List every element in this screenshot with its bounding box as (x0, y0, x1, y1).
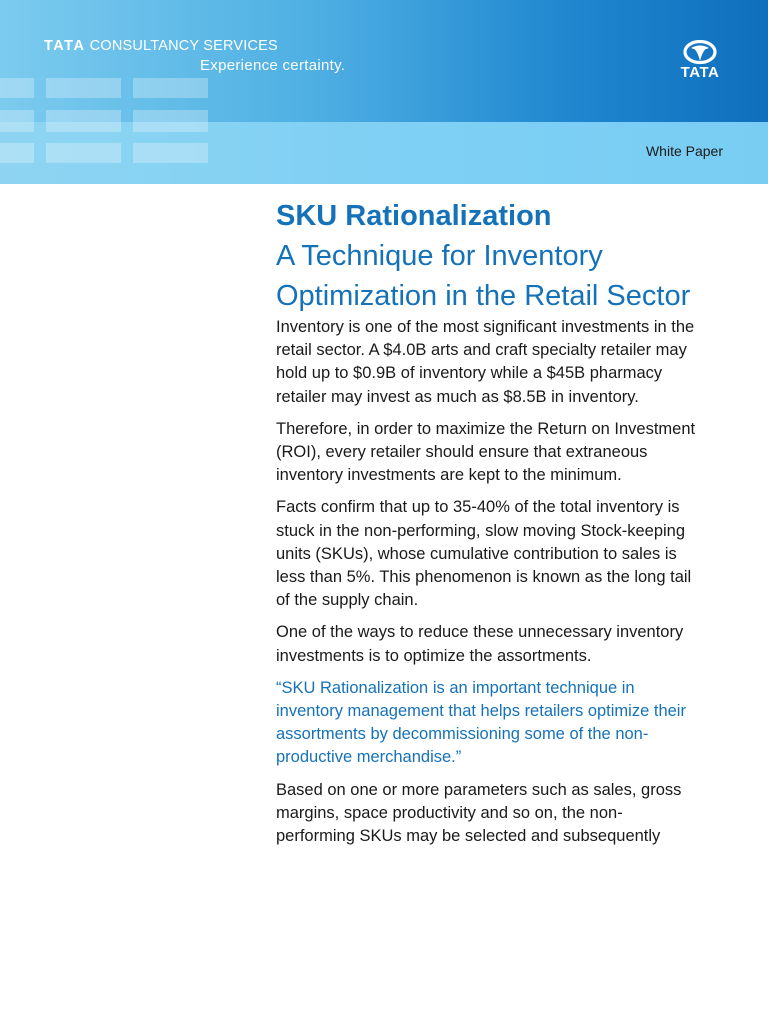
main-content (276, 196, 696, 857)
tata-logo-icon (672, 40, 728, 84)
company-name-bold: TATA (44, 38, 86, 54)
decorative-square (0, 110, 34, 132)
decorative-square (133, 110, 208, 132)
paragraph: Based on one or more parameters such as sales, gross margins, space productivity and so on, the non-performing SKUs may be selected and subsequently (276, 780, 682, 846)
page-subtitle: A Technique for Inventory Optimization in the Retail Sector (276, 240, 691, 312)
decorative-square (46, 143, 121, 163)
header-banner (0, 0, 768, 184)
tata-logo-text: TATA (680, 64, 720, 81)
paragraph: One of the ways to reduce these unnecessary inventory investments is to optimize the assortments. (276, 623, 684, 665)
decorative-square (46, 78, 121, 98)
document-type-label: White Paper (645, 143, 723, 159)
paragraph: Therefore, in order to maximize the Return on Investment (ROI), every retailer should ensure that extraneous inventory investments are kept to the minimum. (276, 419, 696, 485)
decorative-square (133, 78, 208, 98)
company-name-rest: CONSULTANCY SERVICES (85, 38, 278, 54)
decorative-square (133, 143, 208, 163)
decorative-square (0, 143, 34, 163)
pull-quote: “SKU Rationalization is an important technique in inventory management that helps retailers optimize their assortments by decommissioning some of the non- productive merchandise.” (276, 678, 686, 767)
tata-emblem-icon (672, 40, 728, 66)
paragraph: Facts confirm that up to 35-40% of the total inventory is stuck in the non-performing, slow moving Stock-keeping units (SKUs), whose cumulative contribution to sales is less than 5%. This phenomenon is known as the long tail of the supply chain. (276, 498, 692, 610)
page-title: SKU Rationalization (276, 200, 552, 232)
decorative-square (0, 78, 34, 98)
decorative-square (46, 110, 121, 132)
paragraph: Inventory is one of the most significant investments in the retail sector. A $4.0B arts and craft specialty retailer may hold up to $0.9B of inventory while a $45B pharmacy retailer may invest as much as $8.5B in inventory. (276, 318, 695, 406)
company-name (44, 38, 278, 54)
header-gradient-band (0, 0, 768, 122)
tagline: Experience certainty. (200, 57, 346, 74)
